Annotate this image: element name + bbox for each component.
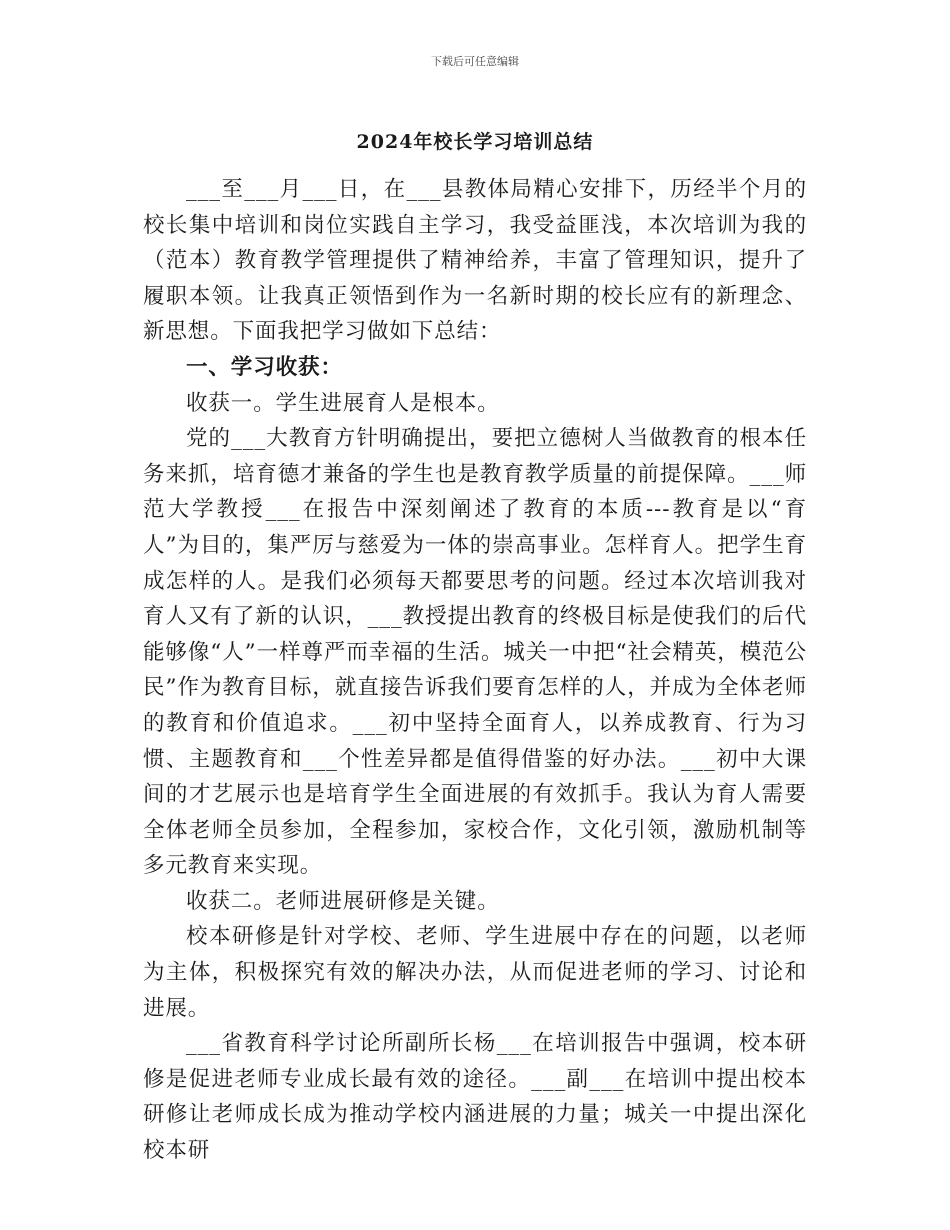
intro-paragraph: ___至___月___日，在___县教体局精心安排下，历经半个月的校长集中培训和岗位实践自主学习，我受益匪浅，本次培训为我的（范本）教育教学管理提供了精神给养，丰富了管理知识，提升了履职本领。让我真正领悟到作为一名新时期的校长应有的新理念、新思想。下面我把学习做如下总结：	[143, 177, 807, 345]
gain-one-heading: 收获一。学生进展育人是根本。	[186, 390, 500, 416]
document-body	[143, 172, 807, 1169]
gain-one-paragraph: 党的___大教育方针明确提出，要把立德树人当做教育的根本任务来抓，培育德才兼备的学生也是教育教学质量的前提保障。___师范大学教授___在报告中深刻阐述了教育的本质---教育是以“育人”为目的，集严厉与慈爱为一体的崇高事业。怎样育人。把学生育成怎样的人。是我们必须每天都要思考的问题。经过本次培训我对育人又有了新的认识，___教授提出教育的终极目标是使我们的后代能够像“人”一样尊严而幸福的生活。城关一中把“社会精英，模范公民”作为教育目标，就直接告诉我们要育怎样的人，并成为全体老师的教育和价值追求。___初中坚持全面育人，以养成教育、行为习惯、主题教育和___个性差异都是值得借鉴的好办法。___初中大课间的才艺展示也是培育学生全面进展的有效抓手。我认为育人需要全体老师全员参加，全程参加，家校合作，文化引领，激励机制等多元教育来实现。	[143, 426, 807, 879]
gain-two-heading: 收获二。老师进展研修是关键。	[186, 888, 500, 914]
gain-two-paragraph: 校本研修是针对学校、老师、学生进展中存在的问题，以老师为主体，积极探究有效的解决办法，从而促进老师的学习、讨论和进展。	[143, 924, 807, 1021]
gain-two-paragraph-continued: ___省教育科学讨论所副所长杨___在培训报告中强调，校本研修是促进老师专业成长最有效的途径。___副___在培训中提出校本研修让老师成长成为推动学校内涵进展的力量；城关一中提出深化校本研	[143, 1031, 807, 1164]
document-title: 2024年校长学习培训总结	[356, 131, 594, 153]
section-heading: 一、学习收获：	[186, 354, 343, 380]
header-note: 下载后可任意编辑	[431, 55, 519, 68]
